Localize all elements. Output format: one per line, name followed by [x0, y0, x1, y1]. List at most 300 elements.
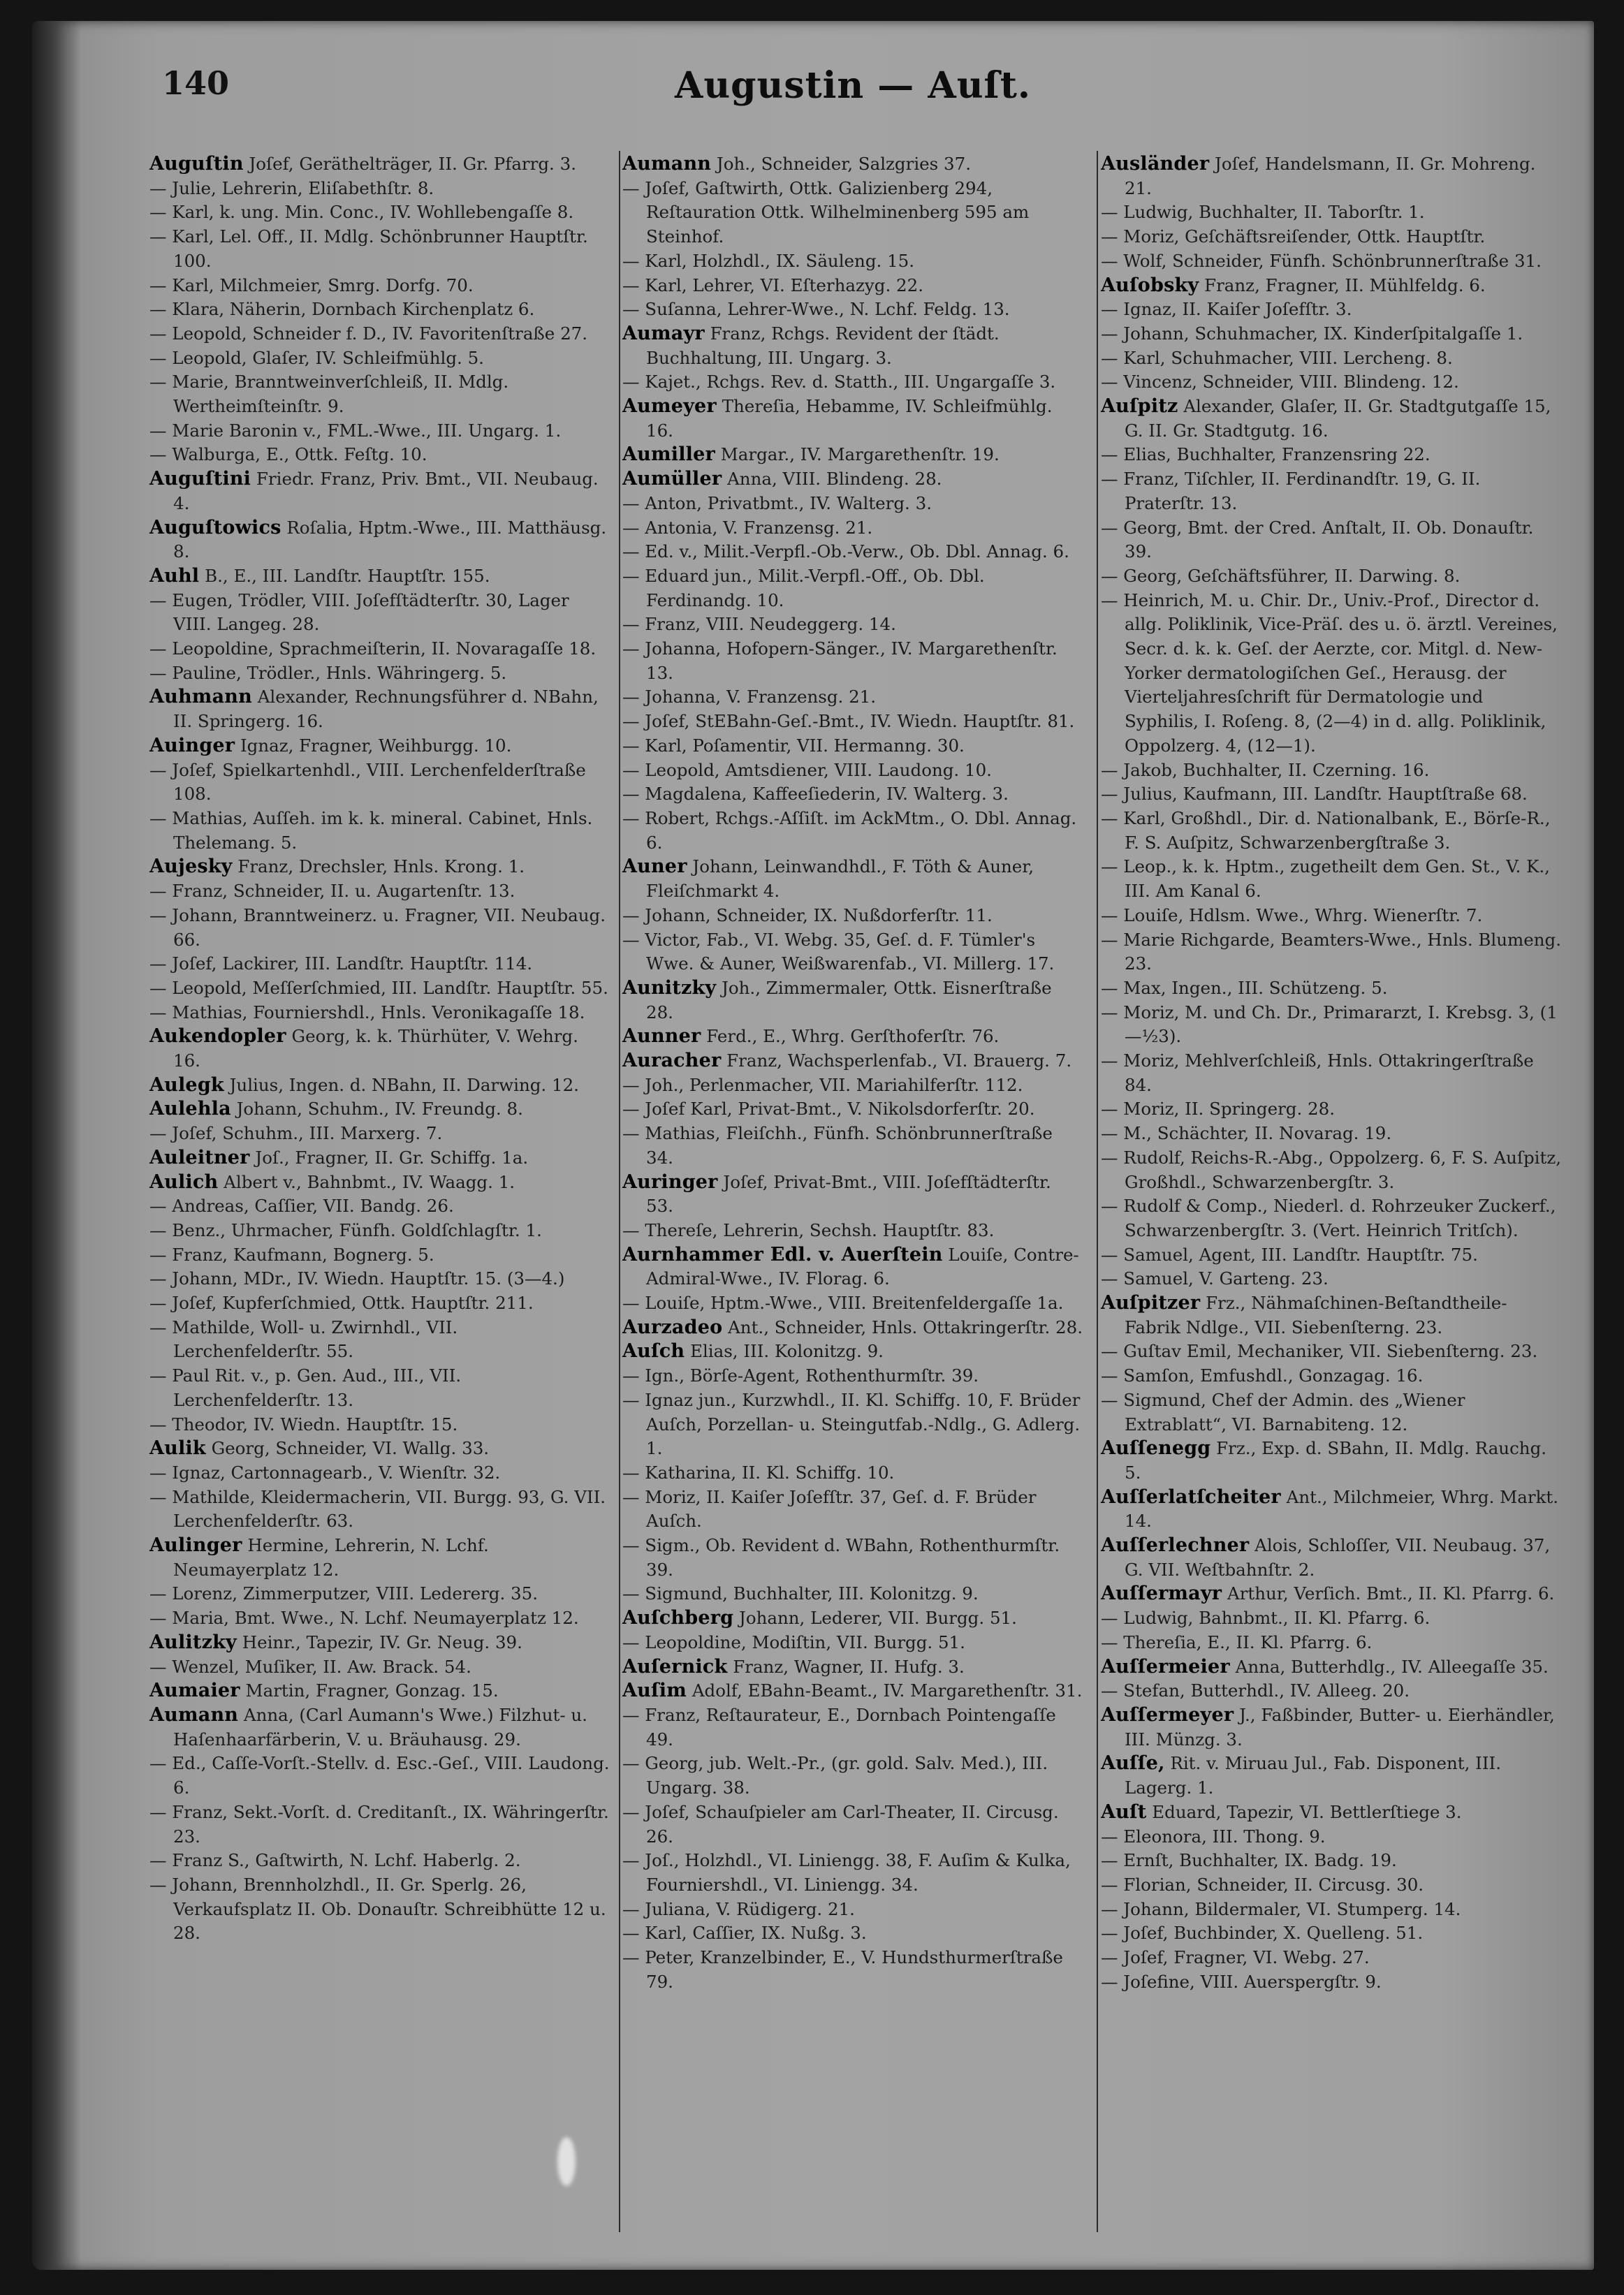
directory-entry — [622, 152, 1083, 177]
entry-details: — Wenzel, Muſiker, II. Aw. Brack. 54. — [149, 1656, 471, 1677]
entry-details: Margar., IV. Margarethenſtr. 19. — [720, 444, 1000, 465]
entry-details: Anna, Butterhdlg., IV. Alleegaſſe 35. — [1235, 1656, 1549, 1677]
directory-entry — [622, 1340, 1083, 1364]
directory-entry — [1101, 1243, 1562, 1268]
entry-details: — Lorenz, Zimmerputzer, VIII. Ledererg. 35. — [149, 1583, 539, 1604]
directory-entry — [1101, 1873, 1562, 1898]
entry-details: — Joſef, StEBahn-Geſ.-Bmt., IV. Wiedn. Hauptſtr. 81. — [622, 711, 1075, 732]
directory-entry — [149, 1534, 610, 1582]
entry-details: Rit. v. Miruau Jul., Fab. Disponent, III. Lagerg. 1. — [1125, 1753, 1501, 1798]
page-number: 140 — [162, 64, 230, 102]
directory-entry — [1101, 1752, 1562, 1800]
entry-details: — Joſef, Schuhm., III. Marxerg. 7. — [149, 1123, 443, 1144]
directory-entry — [622, 1655, 1083, 1680]
directory-entry — [1101, 1606, 1562, 1631]
entry-surname: Auſſermayr — [1101, 1583, 1222, 1605]
directory-entry — [149, 1801, 610, 1849]
entry-details: — Magdalena, Kaffeeſiederin, IV. Walterg. 3. — [622, 784, 1009, 805]
entry-details: — Karl, Poſamentir, VII. Hermanng. 30. — [622, 735, 965, 756]
entry-details: — Rudolf & Comp., Niederl. d. Rohrzeuker Zuckerf., Schwarzenbergſtr. 3. (Vert. Heinrich Tritſch). — [1101, 1196, 1556, 1240]
entry-details: — Mathias, Auſſeh. im k. k. mineral. Cabinet, Hnls. Thelemang. 5. — [149, 807, 593, 853]
entry-surname: Auguſtin — [149, 153, 244, 175]
entry-details: — Walburga, E., Ottk. Feſtg. 10. — [149, 444, 427, 465]
entry-details: — Joſef, Schauſpieler am Carl-Theater, II. Circusg. 26. — [622, 1801, 1059, 1847]
entry-details: — Joſef Karl, Privat-Bmt., V. Nikolsdorferſtr. 20. — [622, 1099, 1035, 1120]
entry-details: — Ludwig, Bahnbmt., II. Kl. Pfarrg. 6. — [1101, 1608, 1431, 1629]
entry-details: Heinr., Tapezir, IV. Gr. Neug. 39. — [242, 1632, 522, 1652]
entry-details: — Ignaz, II. Kaiſer Joſefſtr. 3. — [1101, 299, 1352, 320]
entry-details: — Leopold, Glaſer, IV. Schleifmühlg. 5. — [149, 347, 484, 368]
entry-surname: Aulitzky — [149, 1631, 237, 1653]
directory-entry — [622, 928, 1083, 976]
entry-details: Johann, Lederer, VII. Burgg. 51. — [739, 1608, 1017, 1629]
directory-entry — [622, 1049, 1083, 1073]
directory-entry — [622, 1243, 1083, 1291]
directory-entry — [149, 225, 610, 273]
directory-entry — [149, 879, 610, 904]
entry-details: Ferd., E., Whrg. Gerſthoferſtr. 76. — [706, 1026, 1000, 1047]
entry-details: — Karl, Milchmeier, Smrg. Dorfg. 70. — [149, 274, 474, 295]
directory-entry — [1101, 152, 1562, 200]
directory-entry — [622, 1388, 1083, 1461]
entry-details: — Franz S., Gaſtwirth, N. Lchf. Haberlg. 2. — [149, 1850, 521, 1871]
entry-details: Louiſe, Contre-Admiral-Wwe., IV. Florag. 6. — [646, 1244, 1079, 1289]
directory-entry — [149, 1631, 610, 1655]
entry-details: — Guſtav Emil, Mechaniker, VII. Siebenſterng. 23. — [1101, 1341, 1538, 1362]
entry-details: — Moriz, II. Kaiſer Joſefſtr. 37, Geſ. d. F. Brüder Auſch. — [622, 1486, 1037, 1532]
entry-details: — Joſef, Buchbinder, X. Quelleng. 51. — [1101, 1923, 1424, 1944]
entry-details: — Joh., Perlenmacher, VII. Mariahilferſtr. 112. — [622, 1074, 1023, 1095]
entry-details: — Samſon, Emfushdl., Gonzagag. 16. — [1101, 1365, 1424, 1386]
entry-details: — Joſef, Gaſtwirth, Ottk. Galizienberg 294, Reſtauration Ottk. Wilhelminenberg 595 am Steinhof. — [622, 177, 1030, 247]
directory-column-2 — [622, 152, 1083, 1994]
entry-surname: Aumaier — [149, 1680, 240, 1702]
directory-entry — [622, 1534, 1083, 1582]
entry-details: — Johann, Brennholzhdl., II. Gr. Sperlg. 26, Verkaufsplatz II. Ob. Donauſtr. Schreibhütte 12 u. 28. — [149, 1874, 606, 1944]
directory-entry — [149, 1001, 610, 1025]
directory-entry — [149, 177, 610, 201]
entry-details: — Vincenz, Schneider, VIII. Blindeng. 12. — [1101, 372, 1459, 393]
entry-details: — Ignaz jun., Kurzwhdl., II. Kl. Schiffg. 10, F. Brüder Auſch, Porzellan- u. Steingutfab.-Ndlg., G. Adlerg. 1. — [622, 1389, 1081, 1459]
directory-entry — [1101, 1679, 1562, 1703]
entry-surname: Auſpitz — [1101, 395, 1178, 418]
directory-entry — [1101, 1291, 1562, 1340]
entry-details: Joſef, Geräthelträger, II. Gr. Pfarrg. 3. — [249, 154, 576, 174]
entry-details: — Karl, Großhdl., Dir. d. Nationalbank, E., Börſe-R., F. S. Auſpitz, Schwarzenbergſtraße 3. — [1101, 807, 1551, 853]
entry-details: — Mathilde, Woll- u. Zwirnhdl., VII. Lerchenfelderſtr. 55. — [149, 1317, 458, 1362]
entry-details: — Joſef, Lackirer, III. Landſtr. Hauptſtr. 114. — [149, 953, 533, 974]
directory-entry — [622, 492, 1083, 516]
entry-details: — Eleonora, III. Thong. 9. — [1101, 1826, 1326, 1847]
directory-entry — [1101, 225, 1562, 249]
directory-entry — [149, 904, 610, 952]
entry-details: Hermine, Lehrerin, N. Lchf. Neumayerplatz 12. — [173, 1535, 489, 1580]
entry-surname: Auſernick — [622, 1655, 728, 1678]
entry-details: — Ed. v., Milit.-Verpfl.-Ob.-Verw., Ob. Dbl. Annag. 6. — [622, 541, 1069, 562]
entry-details: — Franz, Sekt.-Vorſt. d. Creditanſt., IX. Währingerſtr. 23. — [149, 1801, 609, 1847]
directory-entry — [149, 1849, 610, 1873]
entry-details: — Johann, Schneider, IX. Nußdorferſtr. 11. — [622, 904, 993, 925]
entry-surname: Auſſermeier — [1101, 1655, 1230, 1678]
entry-details: Franz, Rchgs. Revident der ſtädt. Buchhaltung, III. Ungarg. 3. — [646, 323, 1000, 368]
directory-entry — [622, 564, 1083, 613]
directory-page — [32, 21, 1594, 2270]
directory-entry — [622, 1849, 1083, 1897]
entry-details: — Johann, MDr., IV. Wiedn. Hauptſtr. 15. (3—4.) — [149, 1268, 565, 1289]
entry-details: — Moriz, Geſchäftsreiſender, Ottk. Hauptſtr. — [1101, 226, 1486, 247]
entry-details: — Georg, Bmt. der Cred. Anſtalt, II. Ob. Donauſtr. 39. — [1101, 517, 1534, 562]
entry-details: — Sigm., Ob. Revident d. WBahn, Rothenthurmſtr. 39. — [622, 1535, 1060, 1580]
entry-surname: Aurzadeo — [622, 1316, 723, 1338]
directory-entry — [149, 443, 610, 467]
entry-details: — Karl, Schuhmacher, VIII. Lercheng. 8. — [1101, 347, 1453, 368]
entry-details: — Benz., Uhrmacher, Fünfh. Goldſchlagſtr. 1. — [149, 1219, 542, 1240]
directory-entry — [149, 807, 610, 855]
entry-details: — Rudolf, Reichs-R.-Abg., Oppolzerg. 6, F. S. Auſpitz, Großhdl., Schwarzenbergſtr. 3. — [1101, 1147, 1562, 1192]
directory-entry — [622, 1921, 1083, 1946]
entry-details: — Mathias, Fourniershdl., Hnls. Veronikagaſſe 18. — [149, 1002, 585, 1022]
directory-entry — [622, 637, 1083, 685]
directory-entry — [149, 1703, 610, 1752]
directory-entry — [622, 758, 1083, 783]
directory-entry — [1101, 346, 1562, 371]
directory-entry — [622, 807, 1083, 855]
directory-column-3 — [1101, 152, 1562, 1994]
directory-entry — [1101, 1582, 1562, 1606]
directory-entry — [1101, 1849, 1562, 1873]
entry-details: — Eugen, Trödler, VIII. Joſefſtädterſtr. 30, Lager VIII. Langeg. 28. — [149, 589, 569, 635]
directory-entry — [1101, 516, 1562, 564]
entry-surname: Auner — [622, 856, 687, 878]
entry-details: — Thereſia, E., II. Kl. Pfarrg. 6. — [1101, 1632, 1373, 1652]
entry-details: Franz, Wachsperlenfab., VI. Brauerg. 7. — [726, 1050, 1072, 1071]
directory-entry — [149, 152, 610, 177]
entry-details: — Johann, Branntweinerz. u. Fragner, VII. Neubaug. 66. — [149, 904, 606, 950]
directory-entry — [622, 1097, 1083, 1122]
directory-entry — [622, 540, 1083, 564]
directory-entry — [149, 1122, 610, 1146]
entry-surname: Aumüller — [622, 468, 722, 490]
entry-details: — Moriz, Mehlverſchleiß, Hnls. Ottakringerſtraße 84. — [1101, 1050, 1534, 1095]
entry-details: Johann, Schuhm., IV. Freundg. 8. — [236, 1099, 523, 1120]
entry-surname: Auguſtini — [149, 468, 251, 490]
entry-details: — Thereſe, Lehrerin, Sechsh. Hauptſtr. 83. — [622, 1219, 995, 1240]
entry-details: — Victor, Fab., VI. Webg. 35, Geſ. d. F. Tümler's Wwe. & Auner, Weißwarenfab., VI. Millerg. 17. — [622, 929, 1055, 974]
directory-entry — [149, 1171, 610, 1195]
directory-entry — [622, 370, 1083, 395]
directory-entry — [1101, 274, 1562, 298]
entry-details: — Franz, Kaufmann, Bognerg. 5. — [149, 1244, 434, 1265]
running-head: Augustin — Auſt. — [675, 64, 1032, 107]
entry-details: — Franz, VIII. Neudeggerg. 14. — [622, 614, 896, 635]
entry-surname: Auringer — [622, 1171, 718, 1193]
entry-details: — Moriz, II. Springerg. 28. — [1101, 1099, 1335, 1120]
directory-entry — [1101, 855, 1562, 903]
column-divider — [619, 151, 620, 2232]
entry-details: Franz, Fragner, II. Mühlfeldg. 6. — [1204, 274, 1486, 295]
entry-details: — Sigmund, Buchhalter, III. Kolonitzg. 9. — [622, 1583, 979, 1604]
directory-entry — [1101, 976, 1562, 1001]
directory-entry — [622, 1898, 1083, 1922]
entry-details: — Leopold, Meſſerſchmied, III. Landſtr. Hauptſtr. 55. — [149, 977, 608, 998]
directory-entry — [149, 1243, 610, 1268]
entry-details: Alexander, Glaſer, II. Gr. Stadtgutgaſſe 15, G. II. Gr. Stadtgutg. 16. — [1125, 396, 1551, 441]
entry-details: — Franz, Schneider, II. u. Augartenſtr. 13. — [149, 881, 515, 902]
entry-surname: Auhmann — [149, 686, 252, 708]
directory-entry — [622, 1316, 1083, 1340]
entry-details: Franz, Wagner, II. Hufg. 3. — [733, 1656, 965, 1677]
directory-entry — [1101, 1194, 1562, 1242]
entry-details: B., E., III. Landſtr. Hauptſtr. 155. — [205, 565, 490, 586]
entry-surname: Auhl — [149, 564, 200, 587]
directory-entry — [149, 734, 610, 758]
entry-details: Ignaz, Fragner, Weihburgg. 10. — [240, 735, 512, 756]
entry-details: — Anton, Privatbmt., IV. Walterg. 3. — [622, 492, 932, 513]
directory-entry — [1101, 1486, 1562, 1534]
directory-entry — [622, 1606, 1083, 1631]
entry-details: — Eduard jun., Milit.-Verpfl.-Off., Ob. Dbl. Ferdinandg. 10. — [622, 565, 985, 610]
entry-details: Joh., Schneider, Salzgries 37. — [716, 154, 971, 174]
entry-details: Joſ., Fragner, II. Gr. Schiffg. 1a. — [255, 1147, 529, 1168]
entry-details: Johann, Leinwandhdl., F. Töth & Auner, Fleiſchmarkt 4. — [646, 856, 1034, 902]
directory-entry — [149, 1267, 610, 1291]
directory-entry — [1101, 564, 1562, 589]
directory-entry — [622, 395, 1083, 443]
entry-details: — Katharina, II. Kl. Schiffg. 10. — [622, 1462, 895, 1483]
entry-surname: Aumann — [622, 153, 712, 175]
directory-entry — [622, 1219, 1083, 1243]
entry-surname: Auſt — [1101, 1801, 1147, 1823]
directory-entry — [622, 249, 1083, 274]
entry-details: Ant., Milchmeier, Whrg. Markt. 14. — [1125, 1486, 1559, 1532]
directory-entry — [149, 564, 610, 589]
entry-surname: Aulich — [149, 1171, 219, 1193]
directory-entry — [622, 1801, 1083, 1849]
entry-details: — Joſ., Holzhdl., VI. Liniengg. 38, F. Auſim & Kulka, Fourniershdl., VI. Liniengg. 34. — [622, 1850, 1071, 1895]
entry-surname: Auſſenegg — [1101, 1437, 1211, 1460]
directory-entry — [1101, 1970, 1562, 1995]
directory-entry — [1101, 1825, 1562, 1849]
directory-entry — [149, 370, 610, 418]
directory-entry — [622, 1582, 1083, 1606]
entry-surname: Aukendopler — [149, 1025, 286, 1048]
directory-entry — [1101, 1655, 1562, 1680]
entry-surname: Auſſermeyer — [1101, 1704, 1234, 1726]
directory-entry — [1101, 322, 1562, 346]
entry-details: Joh., Zimmermaler, Ottk. Eisnerſtraße 28. — [646, 977, 1052, 1022]
entry-details: Albert v., Bahnbmt., IV. Waagg. 1. — [224, 1171, 515, 1192]
entry-details: — Robert, Rchgs.-Aſſiſt. im AckMtm., O. Dbl. Annag. 6. — [622, 807, 1077, 853]
directory-entry — [622, 734, 1083, 758]
entry-surname: Aunner — [622, 1025, 701, 1048]
entry-surname: Aulinger — [149, 1534, 242, 1557]
entry-details: — Karl, Lehrer, VI. Eſterhazyg. 22. — [622, 274, 923, 295]
entry-surname: Ausländer — [1101, 153, 1210, 175]
directory-entry — [622, 1703, 1083, 1752]
directory-entry — [149, 322, 610, 346]
entry-details: Martin, Fragner, Gonzag. 15. — [245, 1680, 499, 1701]
directory-entry — [622, 1364, 1083, 1388]
directory-entry — [1101, 249, 1562, 274]
entry-details: — Andreas, Caſſier, VII. Bandg. 26. — [149, 1196, 454, 1217]
directory-entry — [149, 1316, 610, 1364]
directory-entry — [1101, 1946, 1562, 1970]
directory-entry — [1101, 395, 1562, 443]
directory-entry — [149, 661, 610, 686]
directory-entry — [622, 904, 1083, 928]
entry-details: — Georg, jub. Welt.-Pr., (gr. gold. Salv. Med.), III. Ungarg. 38. — [622, 1753, 1048, 1798]
directory-entry — [149, 1873, 610, 1946]
directory-entry — [1101, 1364, 1562, 1388]
entry-details: — Leopold, Schneider f. D., IV. Favoritenſtraße 27. — [149, 323, 588, 344]
directory-entry — [1101, 928, 1562, 976]
entry-details: Friedr. Franz, Priv. Bmt., VII. Neubaug. 4. — [173, 469, 599, 513]
entry-details: — Georg, Geſchäftsführer, II. Darwing. 8. — [1101, 565, 1461, 586]
directory-entry — [149, 637, 610, 661]
entry-details: Frz., Nähmaſchinen-Beſtandtheile-Fabrik Ndlge., VII. Siebenſterng. 23. — [1125, 1293, 1507, 1337]
entry-details: — Joſef, Kupferſchmied, Ottk. Hauptſtr. 211. — [149, 1293, 534, 1314]
entry-details: — Ed., Caſſe-Vorſt.-Stellv. d. Esc.-Geſ., VIII. Laudong. 6. — [149, 1753, 610, 1798]
directory-entry — [622, 322, 1083, 370]
entry-details: — Mathilde, Kleidermacherin, VII. Burgg. 93, G. VII. Lerchenfelderſtr. 63. — [149, 1486, 606, 1532]
entry-surname: Auſobsky — [1101, 274, 1199, 296]
directory-entry — [1101, 1437, 1562, 1485]
directory-entry — [622, 782, 1083, 807]
directory-entry — [1101, 370, 1562, 395]
directory-entry — [622, 710, 1083, 734]
directory-entry — [1101, 467, 1562, 515]
entry-details: — Wolf, Schneider, Fünfh. Schönbrunnerſtraße 31. — [1101, 250, 1542, 271]
entry-details: — Maria, Bmt. Wwe., N. Lchf. Neumayerplatz 12. — [149, 1608, 579, 1629]
entry-details: — Marie Baronin v., FML.-Wwe., III. Ungarg. 1. — [149, 420, 562, 441]
entry-details: — Mathias, Fleiſchh., Fünfh. Schönbrunnerſtraße 34. — [622, 1123, 1053, 1168]
directory-entry — [1101, 1122, 1562, 1146]
directory-entry — [149, 1437, 610, 1461]
entry-surname: Aunitzky — [622, 976, 717, 999]
directory-entry — [149, 952, 610, 976]
entry-surname: Aurnhammer Edl. v. Auerſtein — [622, 1243, 943, 1266]
directory-entry — [1101, 1001, 1562, 1049]
directory-entry — [149, 758, 610, 807]
entry-surname: Aujesky — [149, 856, 233, 878]
directory-entry — [149, 200, 610, 225]
directory-entry — [149, 685, 610, 733]
entry-details: Georg, k. k. Thürhüter, V. Wehrg. 16. — [173, 1026, 578, 1071]
directory-entry — [622, 1025, 1083, 1049]
directory-entry — [622, 467, 1083, 492]
entry-details: J., Faßbinder, Butter- u. Eierhändler, III. Münzg. 3. — [1125, 1705, 1555, 1750]
entry-details: — Stefan, Butterhdl., IV. Alleeg. 20. — [1101, 1680, 1410, 1701]
entry-details: — Marie Richgarde, Beamters-Wwe., Hnls. Blumeng. 23. — [1101, 929, 1562, 974]
directory-entry — [622, 1486, 1083, 1534]
paper-blemish — [557, 2137, 576, 2186]
directory-entry — [149, 1461, 610, 1486]
directory-entry — [1101, 1534, 1562, 1582]
directory-entry — [149, 1146, 610, 1171]
entry-details: — Florian, Schneider, II. Circusg. 30. — [1101, 1874, 1424, 1895]
directory-entry — [622, 1946, 1083, 1994]
directory-entry — [149, 1655, 610, 1680]
directory-entry — [149, 467, 610, 515]
directory-column-1 — [149, 152, 610, 1946]
directory-entry — [622, 976, 1083, 1025]
entry-details: — Ernſt, Buchhalter, IX. Badg. 19. — [1101, 1850, 1397, 1871]
entry-details: — Max, Ingen., III. Schützeng. 5. — [1101, 977, 1388, 998]
directory-entry — [1101, 782, 1562, 807]
entry-details: — Franz, Tiſchler, II. Ferdinandſtr. 19, G. II. Praterſtr. 13. — [1101, 469, 1481, 513]
entry-details: Alexander, Rechnungsführer d. NBahn, II. Springerg. 16. — [173, 687, 599, 732]
directory-entry — [149, 1364, 610, 1412]
entry-details: — Juliana, V. Rüdigerg. 21. — [622, 1898, 855, 1919]
entry-details: — Heinrich, M. u. Chir. Dr., Univ.-Prof., Director d. allg. Poliklinik, Vice-Präſ. des u. ö. ärztl. Vereines, Secr. d. k. k. Geſ. der Aerzte, cor. Mitgl. d. New-Yorker dermatologiſchen Geſ., Herausg. der Vierteljahresſchrift für Dermatologie und Syphilis, I. Roſeng. 8, (2—4) in d. allg. Poliklinik, Oppolzerg. 4, (12—1). — [1101, 589, 1558, 756]
directory-entry — [1101, 1801, 1562, 1825]
entry-surname: Aulehla — [149, 1098, 231, 1120]
entry-details: — Ignaz, Cartonnagearb., V. Wienſtr. 32. — [149, 1462, 501, 1483]
entry-details: — Peter, Kranzelbinder, E., V. Hundsthurmerſtraße 79. — [622, 1947, 1063, 1992]
directory-entry — [622, 443, 1083, 467]
directory-entry — [1101, 1340, 1562, 1364]
directory-entry — [1101, 200, 1562, 225]
entry-details: Ant., Schneider, Hnls. Ottakringerſtr. 28. — [728, 1317, 1083, 1337]
directory-entry — [622, 516, 1083, 541]
directory-entry — [622, 298, 1083, 322]
entry-details: — Suſanna, Lehrer-Wwe., N. Lchf. Feldg. 13. — [622, 299, 1010, 320]
entry-details: Georg, Schneider, VI. Wallg. 33. — [211, 1438, 490, 1459]
entry-details: — Elias, Buchhalter, Franzensring 22. — [1101, 444, 1431, 465]
directory-entry — [149, 1219, 610, 1243]
entry-details: — Samuel, Agent, III. Landſtr. Hauptſtr. 75. — [1101, 1244, 1478, 1265]
directory-entry — [1101, 904, 1562, 928]
entry-details: — Moriz, M. und Ch. Dr., Primararzt, I. Krebsg. 3, (1—½3). — [1101, 1002, 1558, 1047]
directory-entry — [149, 1606, 610, 1631]
directory-entry — [622, 1752, 1083, 1800]
entry-details: — M., Schächter, II. Novarag. 19. — [1101, 1123, 1392, 1144]
directory-entry — [149, 419, 610, 443]
entry-details: — Louiſe, Hptm.-Wwe., VIII. Breitenfeldergaſſe 1a. — [622, 1293, 1064, 1314]
entry-surname: Auſchberg — [622, 1607, 734, 1629]
entry-details: — Joſef, Fragner, VI. Webg. 27. — [1101, 1947, 1370, 1968]
entry-surname: Auracher — [622, 1050, 722, 1072]
entry-surname: Aumayr — [622, 322, 705, 344]
entry-surname: Auſſerlatſcheiter — [1101, 1486, 1281, 1508]
entry-details: — Johann, Schuhmacher, IX. Kinderſpitalgaſſe 1. — [1101, 323, 1523, 344]
directory-entry — [622, 274, 1083, 298]
entry-details: — Karl, Holzhdl., IX. Säuleng. 15. — [622, 250, 915, 271]
entry-details: — Kajet., Rchgs. Rev. d. Statth., III. Ungargaſſe 3. — [622, 372, 1056, 393]
entry-details: — Marie, Branntweinverſchleiß, II. Mdlg. Wertheimſteinſtr. 9. — [149, 372, 509, 417]
entry-surname: Aumiller — [622, 443, 715, 466]
entry-details: Adolf, EBahn-Beamt., IV. Margarethenſtr. 31. — [692, 1680, 1083, 1701]
entry-details: — Karl, k. ung. Min. Conc., IV. Wohllebengaſſe 8. — [149, 202, 574, 223]
entry-surname: Auſch — [622, 1340, 685, 1363]
directory-entry — [149, 1291, 610, 1316]
entry-details: — Ludwig, Buchhalter, II. Taborſtr. 1. — [1101, 202, 1425, 223]
page-header — [32, 64, 1594, 120]
book-spine-shadow — [32, 21, 81, 2270]
entry-details: — Sigmund, Chef der Admin. des „Wiener Extrablatt“, VI. Barnabiteng. 12. — [1101, 1389, 1465, 1435]
entry-details: — Johanna, Hofopern-Sänger., IV. Margarethenſtr. 13. — [622, 638, 1058, 683]
directory-entry — [149, 346, 610, 371]
directory-entry — [149, 516, 610, 564]
directory-entry — [149, 1486, 610, 1534]
entry-details: — Franz, Reſtaurateur, E., Dornbach Pointengaſſe 49. — [622, 1705, 1056, 1750]
entry-details: — Leopoldine, Modiſtin, VII. Burgg. 51. — [622, 1632, 965, 1652]
entry-details: — Johanna, V. Franzensg. 21. — [622, 687, 877, 707]
entry-details: — Julie, Lehrerin, Eliſabethſtr. 8. — [149, 177, 434, 198]
directory-entry — [149, 274, 610, 298]
entry-surname: Auinger — [149, 734, 235, 756]
entry-details: — Samuel, V. Garteng. 23. — [1101, 1268, 1329, 1289]
